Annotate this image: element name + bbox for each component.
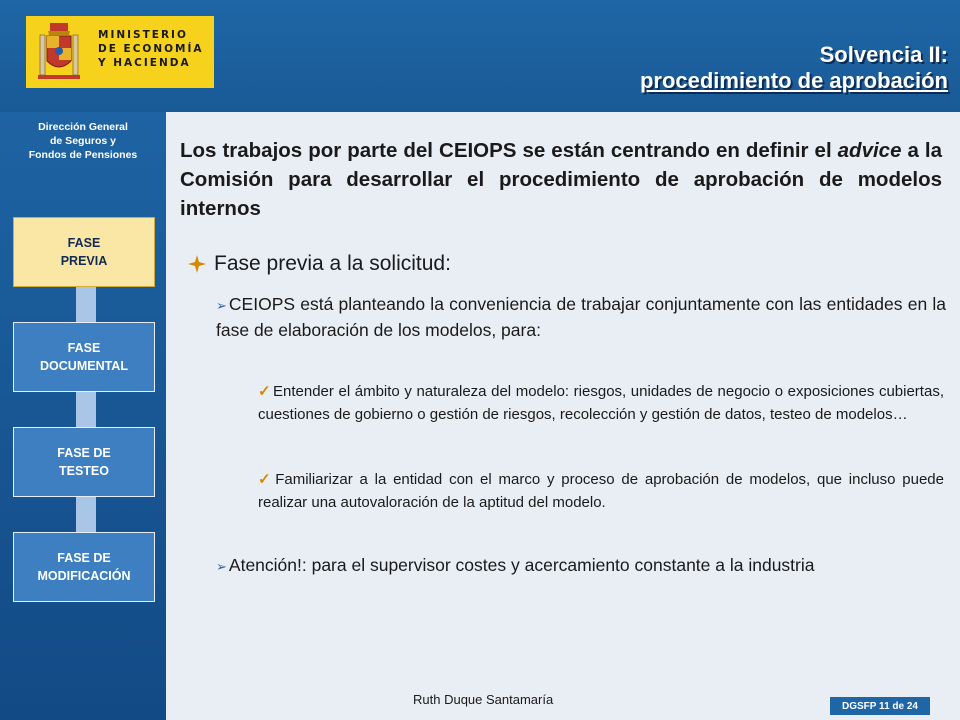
phase-label: MODIFICACIÓN: [37, 569, 131, 583]
coat-of-arms-icon: [36, 21, 82, 83]
diamond-bullet-icon: [188, 255, 206, 273]
phase-label: FASE: [67, 236, 101, 250]
ministry-logo: [26, 16, 214, 88]
bullet-level1: [188, 252, 451, 276]
bullet-level1-text: Fase previa a la solicitud:: [214, 252, 451, 275]
phase-connector: [76, 497, 96, 533]
arrow-bullet-icon: ➢: [216, 298, 227, 313]
check-bullet-icon: ✓: [258, 471, 274, 488]
intro-paragraph: [180, 136, 942, 223]
slide-content: [166, 112, 960, 720]
title-line1: Solvencia II:: [819, 42, 948, 67]
phase-documental-button[interactable]: [13, 322, 155, 392]
intro-text: Los trabajos por parte del CEIOPS se están centrando en definir el: [180, 139, 838, 162]
bullet-level3: [258, 380, 944, 426]
bullet-level2-text: CEIOPS está planteando la conveniencia de trabajar conjuntamente con las entidades en la fase de elaboración de los modelos, para:: [216, 294, 946, 340]
phase-label: TESTEO: [58, 464, 109, 478]
phase-label: DOCUMENTAL: [40, 359, 128, 373]
phase-previa-button[interactable]: [13, 217, 155, 287]
intro-italic: advice: [837, 139, 902, 162]
bullet-level2: [216, 292, 946, 343]
phase-label: FASE DE: [57, 446, 111, 460]
phase-testeo-button[interactable]: [13, 427, 155, 497]
dg-line3: Fondos de Pensiones: [28, 149, 138, 161]
bullet-level3-text: Entender el ámbito y naturaleza del modelo: riesgos, unidades de negocio o exposiciones cubiertas, cuestiones de gobierno o gestión de riesgos, recolección y gestión de datos, testeo de modelos…: [258, 383, 944, 423]
phase-label: PREVIA: [60, 254, 108, 268]
bullet-level3: [258, 468, 944, 514]
page-number: DGSFP 11 de 24: [830, 697, 930, 715]
ministry-name-line3: Y HACIENDA: [98, 57, 191, 69]
intro-text: a la Comisión para desarrollar el procedimiento de aprobación de modelos internos: [180, 139, 943, 220]
bullet-level2-text: Atención!: para el supervisor costes y acercamiento constante a la industria: [228, 555, 815, 575]
sidebar: [0, 112, 166, 720]
header-bar: [0, 0, 960, 112]
phase-label: FASE: [67, 341, 101, 355]
arrow-bullet-icon: ➢: [216, 559, 227, 574]
directorate-label: [0, 120, 166, 162]
bullet-level3-text: Familiarizar a la entidad con el marco y proceso de aprobación de modelos, que incluso puede realizar una autovaloración de la aptitud del modelo.: [258, 471, 944, 511]
title-line2: procedimiento de aprobación: [639, 68, 948, 93]
ministry-name-line1: MINISTERIO: [98, 29, 188, 41]
phase-modificacion-button[interactable]: [13, 532, 155, 602]
dg-line1: Dirección General: [38, 121, 128, 133]
bullet-level2: [216, 553, 946, 579]
footer-author: Ruth Duque Santamaría: [413, 692, 554, 707]
slide-title: [640, 42, 948, 94]
phase-connector: [76, 392, 96, 428]
check-bullet-icon: ✓: [258, 383, 271, 400]
phase-label: FASE DE: [57, 551, 111, 565]
dg-line2: de Seguros y: [50, 135, 116, 147]
phase-connector: [76, 287, 96, 323]
ministry-name-line2: DE ECONOMÍA: [98, 43, 204, 55]
